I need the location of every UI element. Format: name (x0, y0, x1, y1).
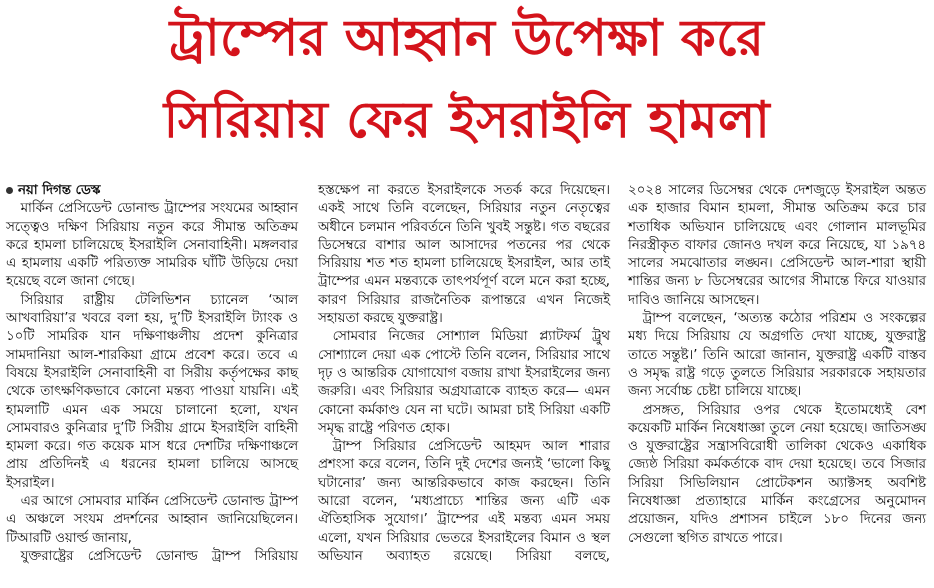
paragraph: সিরিয়ার রাষ্ট্রীয় টেলিভিশন চ্যানেল ‘আল আখবারিয়া’র খবরে বলা হয়, দু’টি ইসরাইলি ট্যাংক ও ১০টি সামরিক যান দক্ষিণাঞ্চলীয় প্রদেশ কুনিত্রার সামদানিয়া আল-শারকিয়া গ্রামে প্রবেশ করে। তবে এ বিষয়ে ইসরাইলি সেনাবাহিনী বা সিরীয় কর্তৃপক্ষের কাছ থেকে তাৎক্ষণিকভাবে কোনো মন্তব্য পাওয়া যায়নি। এই হামলাটি এমন এক সময়ে চালানো হলো, যখন সোমবারও কুনিত্রার দু’টি সিরীয় গ্রামে ইসরাইলি বাহিনী হামলা করে। গত কয়েক মাস ধরে দেশটির দক্ষিণাঞ্চলে প্রায় প্রতিদিনই এ ধরনের হামলা চালিয়ে আসছে ইসরাইল। (6, 292, 298, 491)
paragraph: প্রসঙ্গত, সিরিয়ার ওপর থেকে ইতোমধ্যেই বেশ কয়েকটি মার্কিন নিষেধাজ্ঞা তুলে নেয়া হয়েছে। জাতিসঙ্ঘ ও যুক্তরাষ্ট্রের সন্ত্রাসবিরোধী তালিকা থেকেও একাধিক জ্যেষ্ঠ সিরিয়া কর্মকর্তাকে বাদ দেয়া হয়েছে। তবে সিজার সিরিয়া সিভিলিয়ান প্রোটেকশন অ্যাক্টসহ অবশিষ্ট নিষেধাজ্ঞা প্রত্যাহারে মার্কিন কংগ্রেসের অনুমোদন প্রয়োজন, যদিও প্রশাসন চাইলে ১৮০ দিনের জন্য সেগুলো স্থগিত রাখতে পারে। (628, 402, 926, 546)
paragraph: হস্তক্ষেপ না করতে ইসরাইলকে সতর্ক করে দিয়েছেন। একই সাথে তিনি বলেছেন, সিরিয়ার নতুন নেতৃত্বের অধীনে চলমান পরিবর্তনে তিনি খুবই সন্তুষ্ট। গত বছরের ডিসেম্বরে বাশার আল আসাদের পতনের পর থেকে সিরিয়ায় শত শত হামলা চালিয়েছে ইসরাইল, আর তাই ট্রাম্পের এমন মন্তব্যকে তাৎপর্যপূর্ণ বলে মনে করা হচ্ছে, কারণ সিরিয়ার রাজনৈতিক রূপান্তরে এখন নিজেই সহায়তা করছে যুক্তরাষ্ট্র। (318, 183, 610, 327)
paragraph: এর আগে সোমবার মার্কিন প্রেসিডেন্ট ডোনাল্ড ট্রাম্প এ অঞ্চলে সংযম প্রদর্শনের আহ্বান জানিয়েছিলেন। টিআরটি ওয়ার্ল্ড জানায়, (6, 494, 298, 546)
bullet-icon (6, 187, 13, 194)
paragraph: ২০২৪ সালের ডিসেম্বর থেকে দেশজুড়ে ইসরাইল অন্তত এক হাজার বিমান হামলা, সীমান্ত অতিক্রম করে চার শতাধিক অভিযান চালিয়েছে এবং গোলান মালভূমির নিরস্ত্রীকৃত বাফার জোনও দখল করে নিয়েছে, যা ১৯৭৪ সালের সমঝোতার লঙ্ঘন। প্রেসিডেন্ট আল-শারা স্থায়ী শান্তির জন্য ৮ ডিসেম্বরের আগের সীমান্তে ফিরে যাওয়ার দাবিও জানিয়ে আসছেন। (628, 183, 926, 308)
article-column-2 (318, 182, 610, 566)
paragraph: মার্কিন প্রেসিডেন্ট ডোনাল্ড ট্রাম্পের সংযমের আহ্বান সত্ত্বেও দক্ষিণ সিরিয়ায় নতুন করে সীমান্ত অতিক্রম করে হামলা চালিয়েছে ইসরাইলি সেনাবাহিনী। মঙ্গলবার এ হামলায় একটি পরিত্যক্ত সামরিক ঘাঁটি উড়িয়ে দেয়া হয়েছে বলে জানা গেছে। (6, 201, 298, 290)
paragraph: যুক্তরাষ্ট্রের প্রেসিডেন্ট ডোনাল্ড ট্রাম্প সিরিয়ায় (20, 548, 298, 564)
article-column-3 (628, 182, 926, 548)
headline-line-2: সিরিয়ায় ফের ইসরাইলি হামলা (163, 91, 771, 149)
byline (6, 182, 298, 200)
paragraph: ট্রাম্প বলেছেন, ‘অত্যন্ত কঠোর পরিশ্রম ও সংকল্পের মধ্য দিয়ে সিরিয়ায় যে অগ্রগতি দেখা যাচ্ছে, যুক্তরাষ্ট্র তাতে সন্তুষ্ট।’ তিনি আরো জানান, যুক্তরাষ্ট্র একটি বাস্তব ও সমৃদ্ধ রাষ্ট্র গড়ে তুলতে সিরিয়ার সরকারকে সহায়তার জন্য সর্বোচ্চ চেষ্টা চালিয়ে যাচ্ছে। (628, 311, 926, 400)
paragraph: ট্রাম্প সিরিয়ার প্রেসিডেন্ট আহমদ আল শারার প্রশংসা করে বলেন, তিনি দুই দেশের জন্যই ‘ভালো কিছু ঘটানোর’ জন্য আন্তরিকভাবে কাজ করছেন। তিনি আরো বলেন, ‘মধ্যপ্রাচ্যে শান্তির জন্য এটি এক ঐতিহাসিক সুযোগ।’ ট্রাম্পের এই মন্তব্য এমন সময় এলো, যখন সিরিয়ার ভেতরে ইসরাইলের বিমান ও স্থল অভিযান অব্যাহত রয়েছে। সিরিয়া বলছে, (318, 439, 610, 564)
article-column-1 (6, 182, 298, 566)
paragraph: সোমবার নিজের সোশ্যাল মিডিয়া প্ল্যাটফর্ম ট্রুথ সোশ্যালে দেয়া এক পোস্টে তিনি বলেন, সিরিয়ার সাথে দৃঢ় ও আন্তরিক যোগাযোগ বজায় রাখা ইসরাইলের জন্য জরুরি। এবং সিরিয়ার অগ্রযাত্রাকে ব্যাহত করে— এমন কোনো কর্মকাণ্ড যেন না ঘটে। আমরা চাই সিরিয়া একটি সমৃদ্ধ রাষ্ট্রে পরিণত হোক। (318, 329, 610, 436)
headline-line-1: ট্রাম্পের আহ্বান উপেক্ষা করে (169, 9, 765, 67)
byline-text: নয়া দিগন্ত ডেস্ক (18, 183, 101, 198)
